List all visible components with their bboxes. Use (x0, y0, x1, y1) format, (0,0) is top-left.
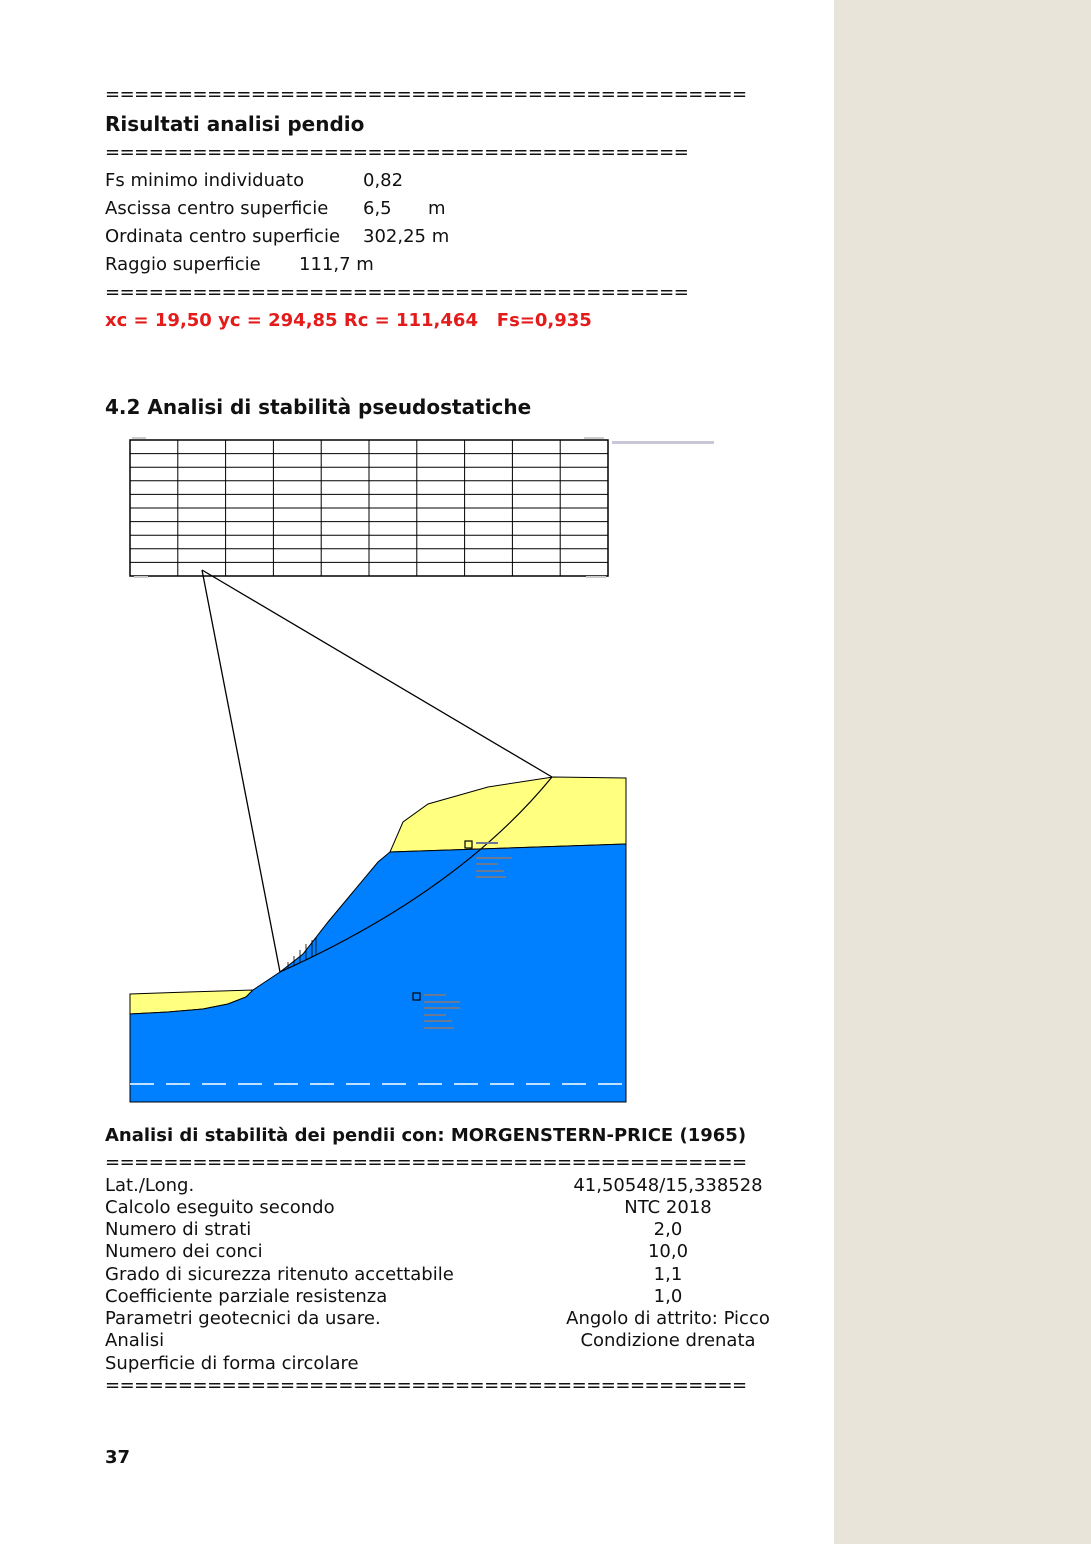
result-value: 111,7 m (299, 254, 374, 275)
result-value: 6,5 (363, 198, 392, 219)
param-label: Lat./Long. (105, 1175, 195, 1196)
separator: ============================================ (105, 1152, 747, 1173)
radius-line-left (202, 570, 280, 972)
analysis-title: Analisi di stabilità dei pendii con: MORGENSTERN-PRICE (1965) (105, 1125, 747, 1146)
section-heading: 4.2 Analisi di stabilità pseudostatiche (105, 395, 532, 419)
page-number: 37 (105, 1447, 131, 1468)
param-label: Parametri geotecnici da usare. (105, 1308, 381, 1329)
param-value: Condizione drenata (580, 1330, 756, 1351)
param-value: 2,0 (653, 1219, 683, 1240)
param-label: Numero dei conci (105, 1241, 263, 1262)
result-value: 0,82 (363, 170, 404, 191)
param-value: 10,0 (647, 1241, 689, 1262)
param-label: Numero di strati (105, 1219, 252, 1240)
param-value: 1,0 (653, 1286, 683, 1307)
param-value: 41,50548/15,338528 (573, 1175, 763, 1196)
result-label: Raggio superficie (105, 254, 261, 275)
result-label: Fs minimo individuato (105, 170, 305, 191)
page-sidebar (834, 0, 1091, 1544)
param-label: Coefficiente parziale resistenza (105, 1286, 388, 1307)
result-unit: m (428, 198, 446, 219)
results-title: Risultati analisi pendio (105, 112, 365, 136)
result-label: Ordinata centro superficie (105, 226, 341, 247)
param-value: NTC 2018 (624, 1197, 712, 1218)
result-value: 302,25 m (363, 226, 450, 247)
param-label: Superficie di forma circolare (105, 1353, 359, 1374)
radius-line-right (202, 570, 552, 777)
separator: ======================================== (105, 142, 689, 163)
upper-yellow-layer (390, 777, 626, 852)
separator: ============================================ (105, 1375, 747, 1396)
result-highlight: xc = 19,50 yc = 294,85 Rc = 111,464 Fs=0,935 (105, 310, 592, 331)
blue-layer (130, 844, 626, 1102)
param-value: 1,1 (653, 1264, 683, 1285)
param-value: Angolo di attrito: Picco (566, 1308, 770, 1329)
separator: ============================================ (105, 84, 747, 105)
param-label: Calcolo eseguito secondo (105, 1197, 335, 1218)
param-label: Analisi (105, 1330, 165, 1351)
result-label: Ascissa centro superficie (105, 198, 329, 219)
separator: ======================================== (105, 282, 689, 303)
param-label: Grado di sicurezza ritenuto accettabile (105, 1264, 454, 1285)
slope-stability-figure (128, 432, 728, 1110)
